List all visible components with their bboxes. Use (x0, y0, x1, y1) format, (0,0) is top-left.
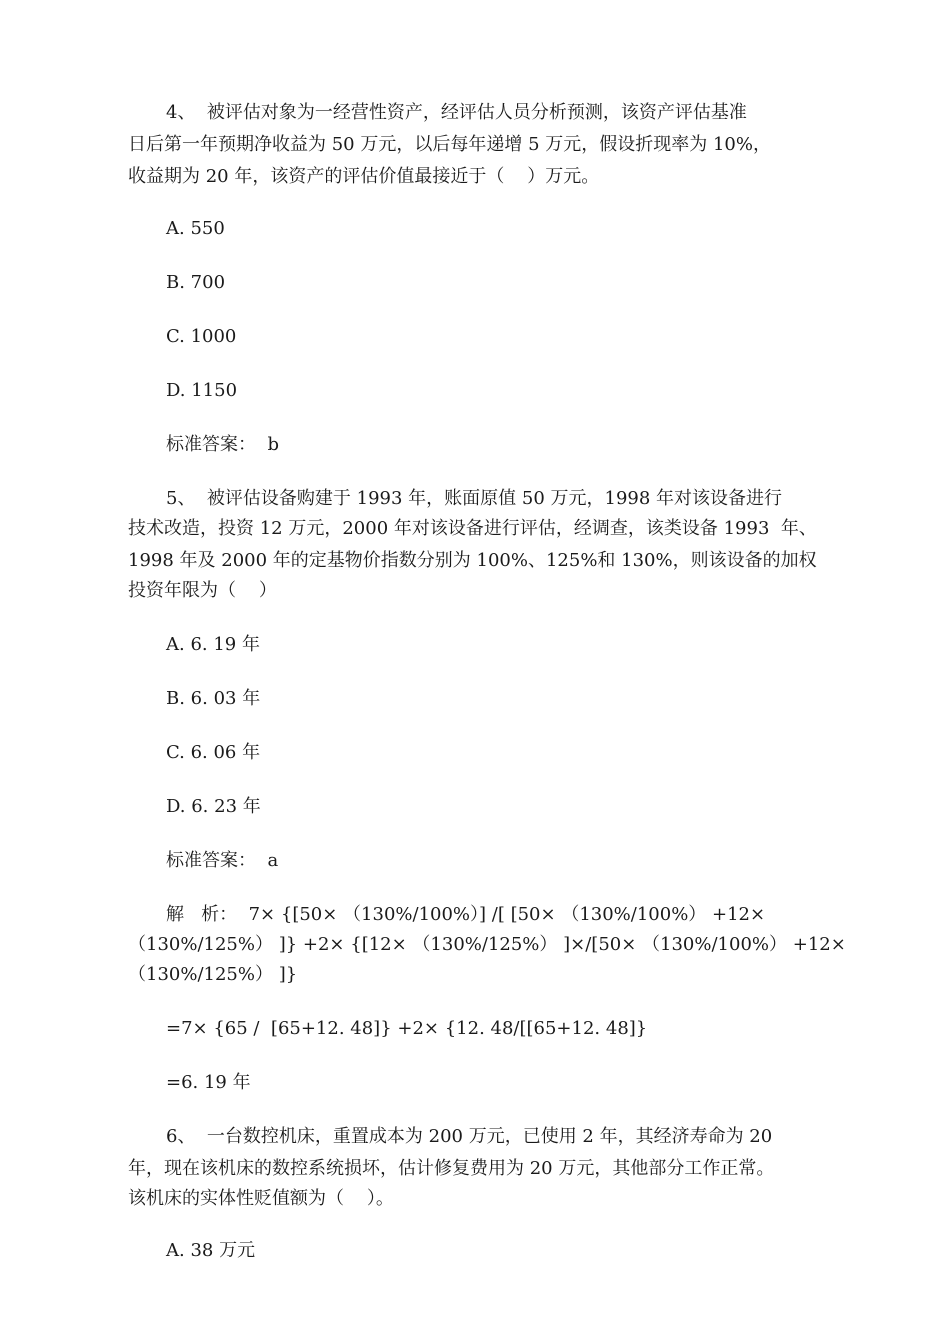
q4-option-b: B. 700 (166, 272, 226, 293)
q5-stem-line-2: 技术改造，投资 12 万元，2000 年对该设备进行评估，经调查，该类设备 1993 年、 (128, 518, 817, 539)
q5-stem-line-1: 5、 被评估设备购建于 1993 年，账面原值 50 万元，1998 年对该设备进行 (166, 488, 783, 509)
q5-option-a: A. 6. 19 年 (166, 634, 260, 655)
q5-calc-line-1: =7× {65 / [65+12. 48]} +2× {12. 48/[[65+12. 48]} (166, 1018, 648, 1039)
q4-stem-line-2: 日后第一年预期净收益为 50 万元，以后每年递增 5 万元，假设折现率为 10%， (128, 134, 771, 155)
q5-option-b: B. 6. 03 年 (166, 688, 261, 709)
q5-analysis-line-1: 解 析： 7× {[50× （130%/100%）] /[ [50× （130%/100%） +12× (166, 904, 766, 925)
q4-option-d: D. 1150 (166, 380, 238, 401)
q5-stem-line-4: 投资年限为（ ） (128, 580, 277, 601)
q4-option-a: A. 550 (166, 218, 225, 239)
q4-stem-line-3: 收益期为 20 年，该资产的评估价值最接近于（ ）万元。 (128, 166, 600, 187)
q5-option-d: D. 6. 23 年 (166, 796, 261, 817)
q4-stem-line-1: 4、 被评估对象为一经营性资产，经评估人员分析预测，该资产评估基准 (166, 102, 747, 123)
q6-stem-line-2: 年，现在该机床的数控系统损坏，估计修复费用为 20 万元，其他部分工作正常。 (128, 1158, 775, 1179)
q5-answer: 标准答案： a (166, 850, 279, 871)
q6-option-a: A. 38 万元 (166, 1240, 256, 1261)
q5-stem-line-3: 1998 年及 2000 年的定基物价指数分别为 100%、125%和 130%，则该设备的加权 (128, 550, 817, 571)
q5-analysis-line-2: （130%/125%） ]} +2× {[12× （130%/125%） ]×/[50× （130%/100%） +12× (128, 934, 846, 955)
q5-analysis-line-3: （130%/125%） ]} (128, 964, 298, 985)
q4-option-c: C. 1000 (166, 326, 237, 347)
q6-stem-line-3: 该机床的实体性贬值额为（ ）。 (128, 1188, 394, 1209)
q5-option-c: C. 6. 06 年 (166, 742, 261, 763)
q4-answer: 标准答案： b (166, 434, 279, 455)
q5-calc-result: =6. 19 年 (166, 1072, 251, 1093)
q6-stem-line-1: 6、 一台数控机床，重置成本为 200 万元，已使用 2 年，其经济寿命为 20 (166, 1126, 773, 1147)
